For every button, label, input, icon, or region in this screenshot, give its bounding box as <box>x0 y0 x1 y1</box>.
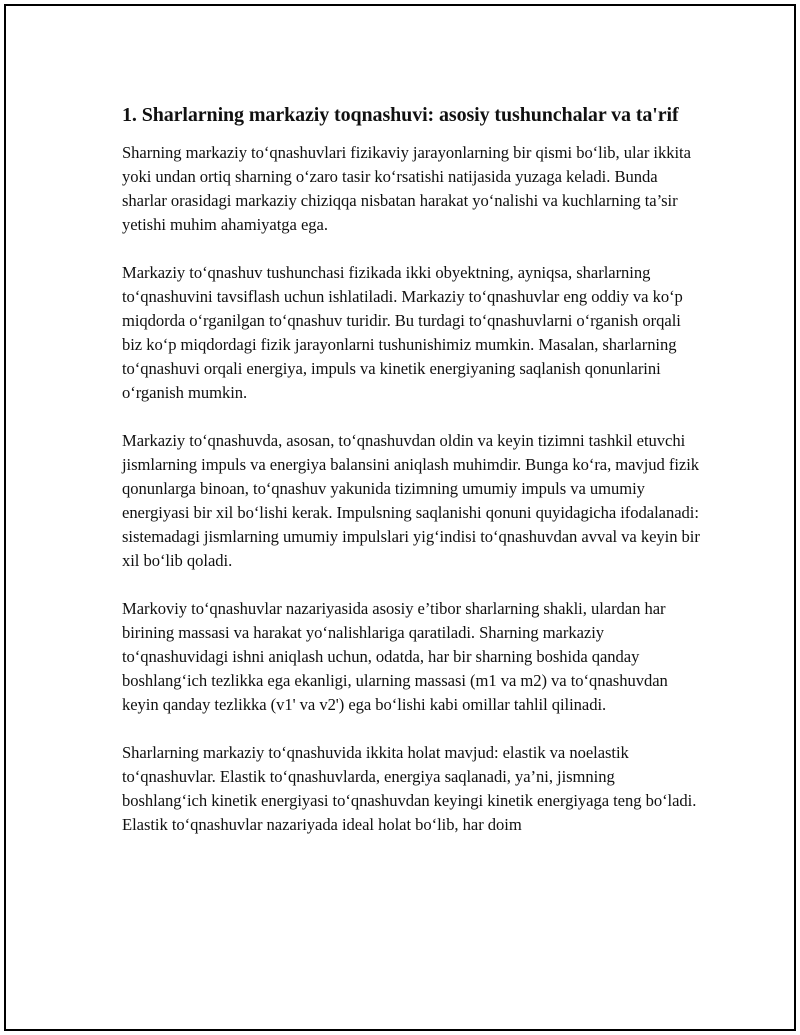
paragraph-2: Markaziy to‘qnashuv tushunchasi fizikada ikki obyektning, ayniqsa, sharlarning to‘qnashuvini tavsiflash uchun ishlatiladi. Markaziy to‘qnashuvlar eng oddiy va ko‘p miqdorda o‘rganilgan to‘qnashuv turidir. Bu turdagi to‘qnashuvlarni o‘rganish orqali biz ko‘p miqdordagi fizik jarayonlarni tushunishimiz mumkin. Masalan, sharlarning to‘qnashuvi orqali energiya, impuls va kinetik energiyaning saqlanish qonunlarini o‘rganish mumkin. <box>122 263 683 402</box>
document-page <box>4 4 796 1031</box>
section-heading: 1. Sharlarning markaziy toqnashuvi: asosiy tushunchalar va ta'rif <box>122 104 679 126</box>
paragraph-4: Markoviy to‘qnashuvlar nazariyasida asosiy e’tibor sharlarning shakli, ulardan har birining massasi va harakat yo‘nalishlariga qaratiladi. Sharning markaziy to‘qnashuvidagi ishni aniqlash uchun, odatda, har bir sharning boshida qanday boshlang‘ich tezlikka ega ekanligi, ularning massasi (m1 va m2) va to‘qnashuvdan keyin qanday tezlikka (v1' va v2') ega bo‘lishi kabi omillar tahlil qilinadi. <box>122 599 668 714</box>
paragraph-5: Sharlarning markaziy to‘qnashuvida ikkita holat mavjud: elastik va noelastik to‘qnashuvlar. Elastik to‘qnashuvlarda, energiya saqlanadi, ya’ni, jismning boshlang‘ich kinetik energiyasi to‘qnashuvdan keyingi kinetik energiyaga teng bo‘ladi. Elastik to‘qnashuvlar nazariyada ideal holat bo‘lib, har doim <box>122 743 697 834</box>
paragraph-1: Sharning markaziy to‘qnashuvlari fizikaviy jarayonlarning bir qismi bo‘lib, ular ikkita yoki undan ortiq sharning o‘zaro tasir ko‘rsatishi natijasida yuzaga keladi. Bunda sharlar orasidagi markaziy chiziqqa nisbatan harakat yo‘nalishi va kuchlarning ta’sir yetishi muhim ahamiyatga ega. <box>122 143 691 234</box>
document-body <box>122 100 702 861</box>
paragraph-3: Markaziy to‘qnashuvda, asosan, to‘qnashuvdan oldin va keyin tizimni tashkil etuvchi jismlarning impuls va energiya balansini aniqlash muhimdir. Bunga ko‘ra, mavjud fizik qonunlarga binoan, to‘qnashuv yakunida tizimning umumiy impuls va umumiy energiyasi bir xil bo‘lishi kerak. Impulsning saqlanishi qonuni quyidagicha ifodalanadi: sistemadagi jismlarning umumiy impulslari yig‘indisi to‘qnashuvdan avval va keyin bir xil bo‘lib qoladi. <box>122 431 700 570</box>
